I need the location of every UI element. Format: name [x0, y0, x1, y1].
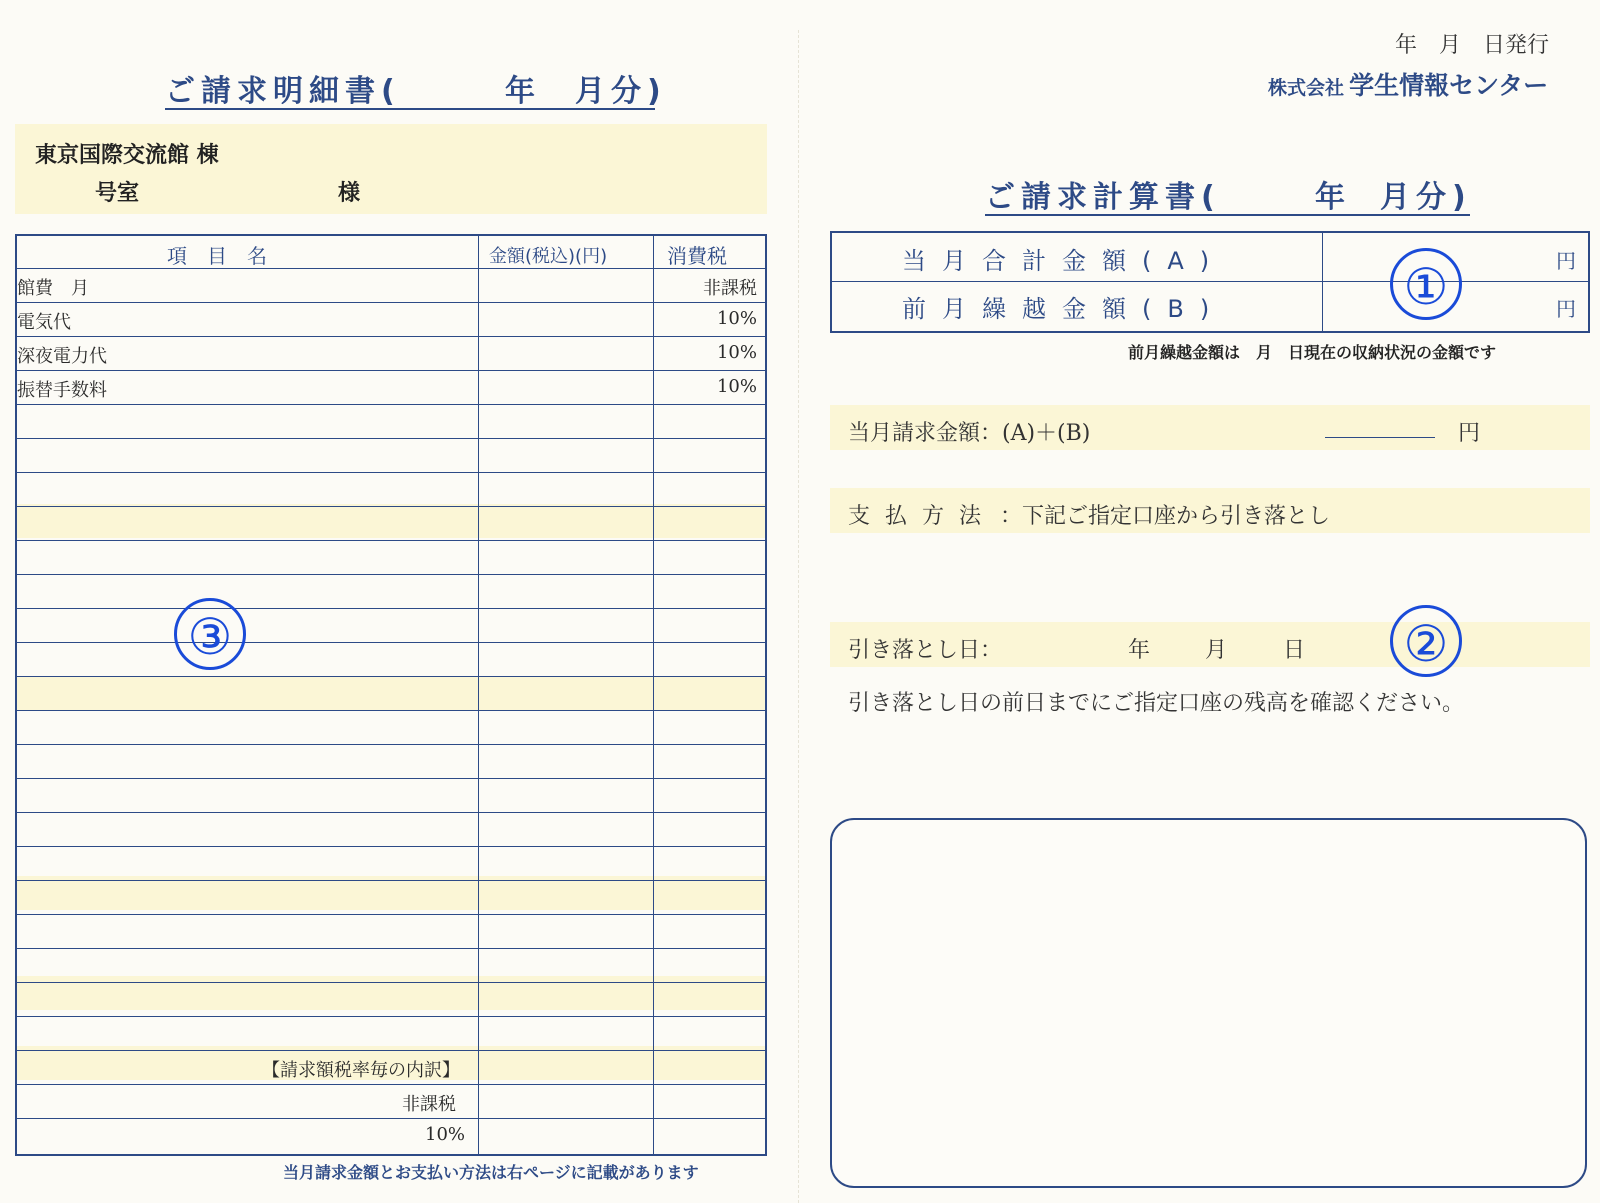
carryover-label: 前月繰越金額(B)	[902, 295, 1226, 323]
row-tax: 非課税	[703, 278, 757, 299]
carryover-note: 前月繰越金額は 月 日現在の収納状況の金額です	[1128, 343, 1497, 362]
row-item: 振替手数料	[17, 380, 107, 401]
payment-value: ：下記ご指定口座から引き落とし	[1000, 504, 1331, 529]
breakdown-heading: 【請求額税率毎の内訳】	[262, 1060, 460, 1081]
statement-title	[165, 62, 667, 110]
issue-date: 年 月 日発行	[1395, 33, 1550, 58]
calc-title-year: 年	[1315, 180, 1351, 215]
row-tax: 10%	[716, 376, 757, 397]
row-item: 深夜電力代	[17, 346, 107, 367]
marker-two: ②	[1390, 605, 1462, 677]
marker-three: ③	[174, 598, 246, 670]
debit-date-day: 日	[1283, 638, 1306, 663]
breakdown-ten-percent: 10%	[425, 1124, 466, 1145]
calc-title-main: ご請求計算書(	[985, 180, 1221, 215]
debit-date-month: 月	[1205, 638, 1228, 663]
balance-notice: 引き落とし日の前日までにご指定口座の残高を確認ください。	[848, 691, 1465, 716]
current-total-unit: 円	[1556, 249, 1576, 273]
company-prefix: 株式会社	[1268, 77, 1345, 99]
honorific: 様	[338, 181, 361, 206]
header-amount: 金額(税込)(円)	[489, 246, 608, 267]
marker-one: ①	[1390, 248, 1462, 320]
billing-amount-line	[1325, 437, 1435, 438]
header-tax: 消費税	[667, 244, 727, 268]
breakdown-nontax: 非課税	[402, 1094, 456, 1115]
statement-title-year: 年	[505, 74, 541, 109]
calc-title-month: 月分)	[1380, 180, 1472, 215]
company-name	[1268, 66, 1548, 102]
billing-unit: 円	[1458, 421, 1481, 446]
memo-box	[830, 818, 1587, 1188]
row-item: 館費 月	[17, 278, 89, 299]
row-item: 電気代	[17, 312, 71, 333]
statement-title-month: 月分)	[575, 74, 667, 109]
current-total-label: 当月合計金額(A)	[902, 247, 1226, 275]
page-fold	[798, 30, 799, 1203]
left-footnote: 当月請求金額とお支払い方法は右ページに記載があります	[283, 1163, 699, 1182]
detail-table	[15, 234, 767, 1156]
statement-title-main: ご請求明細書(	[165, 74, 401, 109]
header-item: 項 目 名	[167, 244, 267, 268]
billing-label: 当月請求金額：(A)＋(B)	[848, 421, 1091, 446]
row-tax: 10%	[716, 342, 757, 363]
calc-table	[830, 231, 1590, 333]
carryover-unit: 円	[1556, 297, 1576, 321]
building-name: 東京国際交流館 棟	[35, 143, 219, 168]
payment-label: 支 払 方 法	[848, 504, 985, 529]
room-label: 号室	[95, 181, 140, 206]
company-main: 学生情報センター	[1349, 71, 1549, 100]
debit-date-label: 引き落とし日：	[848, 638, 1003, 663]
row-tax: 10%	[716, 308, 757, 329]
debit-date-year: 年	[1128, 638, 1151, 663]
calc-title	[985, 168, 1470, 216]
